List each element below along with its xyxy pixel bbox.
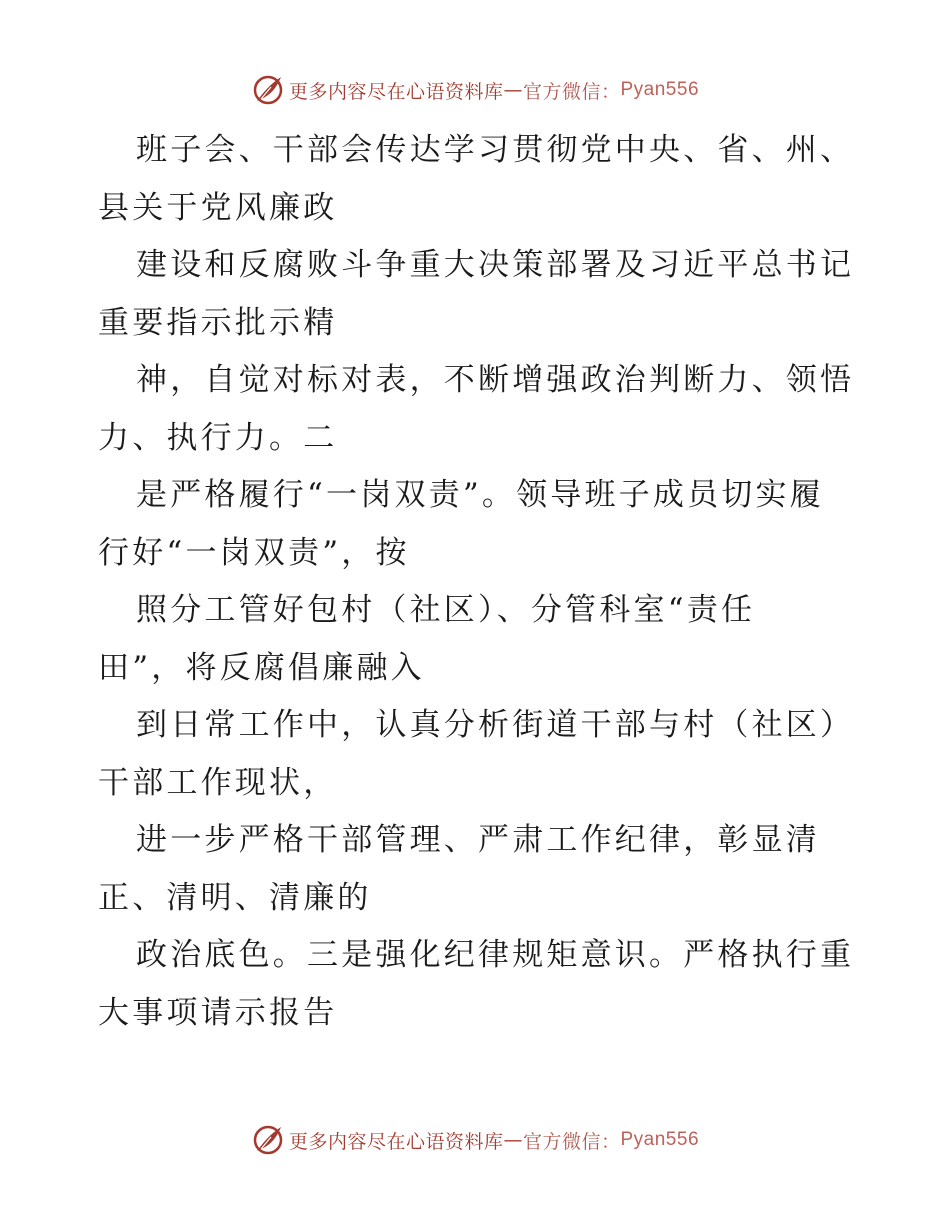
body-line: 田”，将反腐倡廉融入 bbox=[98, 649, 425, 686]
quill-logo-icon bbox=[251, 1123, 285, 1157]
body-line: 正、清明、清廉的 bbox=[98, 879, 372, 916]
footer-watermark bbox=[0, 1122, 950, 1158]
watermark-site-text: 更多内容尽在心语资料库 bbox=[288, 80, 504, 103]
body-line: 建设和反腐败斗争重大决策部署及习近平总书记 bbox=[136, 247, 855, 283]
body-line: 行好“一岗双责”，按 bbox=[98, 534, 410, 571]
document-body bbox=[98, 122, 858, 1042]
body-line: 是严格履行“一岗双责”。领导班子成员切实履 bbox=[136, 477, 824, 513]
body-line: 干部工作现状， bbox=[98, 764, 338, 801]
body-line: 县关于党风廉政 bbox=[98, 189, 338, 226]
watermark-site-text: 更多内容尽在心语资料库 bbox=[288, 1130, 504, 1153]
body-line: 政治底色。三是强化纪律规矩意识。严格执行重 bbox=[136, 937, 855, 973]
body-line: 进一步严格干部管理、严肃工作纪律，彰显清 bbox=[136, 822, 820, 858]
body-line: 神，自觉对标对表，不断增强政治判断力、领悟 bbox=[136, 362, 855, 398]
body-line: 大事项请示报告 bbox=[98, 994, 338, 1031]
body-line: 重要指示批示精 bbox=[98, 304, 338, 341]
quill-logo-icon bbox=[251, 73, 285, 107]
watermark-wechat-label: 官方微信： bbox=[522, 1130, 621, 1153]
watermark-wechat-id: Pyan556 bbox=[620, 79, 700, 100]
body-line: 班子会、干部会传达学习贯彻党中央、省、州、 bbox=[136, 132, 855, 168]
watermark-dash: — bbox=[503, 1129, 523, 1151]
body-line: 到日常工作中，认真分析街道干部与村（社区） bbox=[136, 707, 855, 743]
watermark-wechat-id: Pyan556 bbox=[620, 1129, 700, 1150]
body-line: 照分工管好包村（社区）、分管科室“责任 bbox=[136, 592, 756, 628]
body-line: 力、执行力。二 bbox=[98, 419, 338, 456]
watermark-dash: — bbox=[503, 79, 523, 101]
watermark-wechat-label: 官方微信： bbox=[522, 80, 621, 103]
header-watermark bbox=[0, 72, 950, 108]
